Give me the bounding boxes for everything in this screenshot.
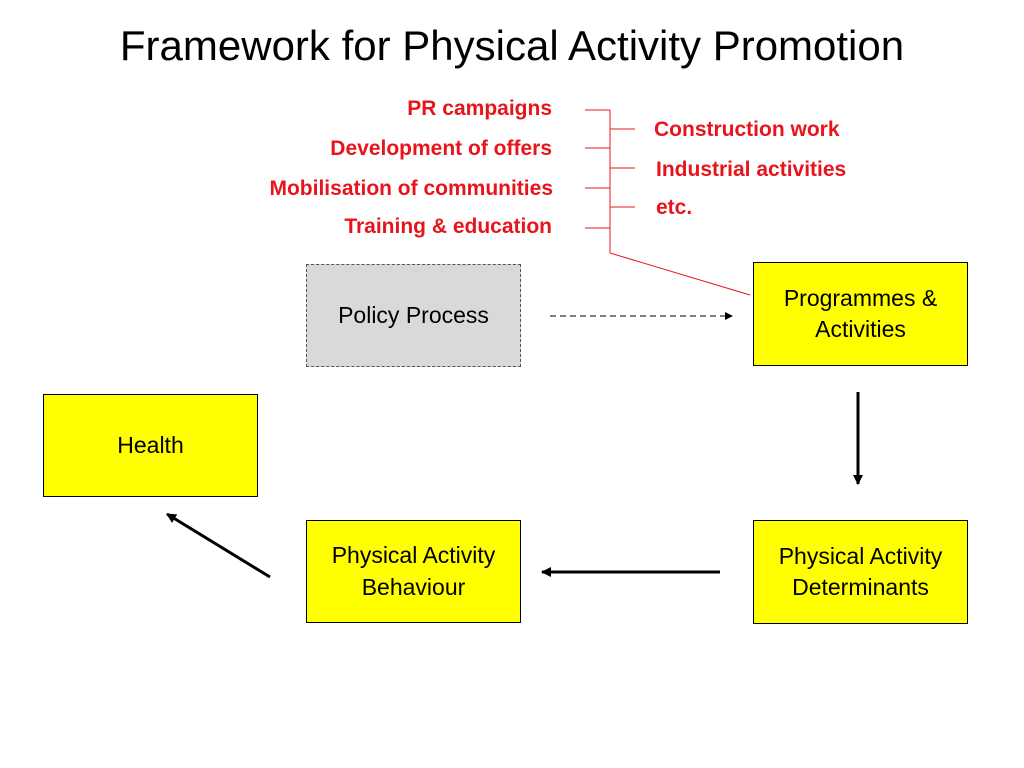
policy-process-label: Policy Process	[338, 301, 489, 328]
health-label: Health	[117, 431, 184, 458]
determinants-label-line1: Physical Activity	[778, 542, 943, 569]
red-bracket	[585, 110, 750, 295]
determinants-label-line2: Determinants	[792, 574, 929, 600]
pa-behaviour-box	[306, 520, 521, 623]
item-mobilisation-of-communities: Mobilisation of communities	[269, 177, 553, 200]
programmes-label-line2: Activities	[815, 316, 906, 342]
page-title: Framework for Physical Activity Promotion	[119, 22, 905, 69]
behaviour-label-line2: Behaviour	[361, 573, 466, 600]
programmes-label-line1: Programmes &	[783, 284, 938, 311]
item-pr-campaigns: PR campaigns	[407, 97, 552, 120]
policy-process-box	[306, 264, 521, 367]
item-etc: etc.	[656, 196, 693, 219]
item-industrial-activities: Industrial activities	[656, 158, 847, 181]
programmes-activities-box	[753, 262, 968, 366]
item-development-of-offers: Development of offers	[330, 137, 552, 160]
item-construction-work: Construction work	[654, 118, 840, 141]
behaviour-label-line1: Physical Activity	[331, 542, 496, 569]
pa-determinants-box	[753, 520, 968, 624]
behaviour-to-health-arrow	[167, 514, 270, 577]
item-training-education: Training & education	[344, 215, 552, 238]
health-box	[43, 394, 258, 497]
